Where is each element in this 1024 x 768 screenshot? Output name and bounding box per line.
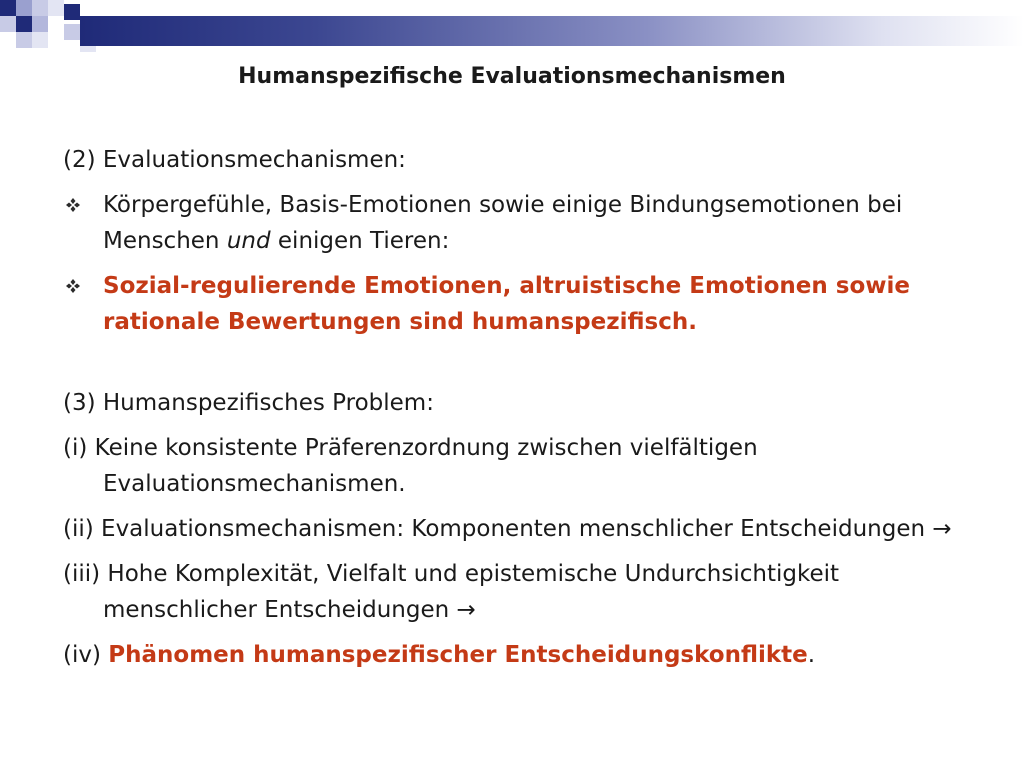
four-diamond-bullet-icon: [63, 187, 83, 223]
list-item-iii: (iii) Hohe Komplexität, Vielfalt und epistemische Undurchsichtigkeit menschlicher Entscheidungen →: [63, 561, 840, 623]
list-item-i: (i) Keine konsistente Präferenzordnung zwischen vielfältigen Evaluationsmechanismen.: [63, 435, 758, 497]
decor-square: [64, 4, 80, 20]
decor-square: [16, 16, 32, 32]
list-item-ii: (ii) Evaluationsmechanismen: Komponenten menschlicher Entscheidungen →: [63, 516, 952, 542]
section3-heading: (3) Humanspezifisches Problem:: [63, 390, 434, 416]
decor-square: [16, 0, 32, 16]
bullet-item: [63, 268, 963, 340]
decor-square: [48, 0, 64, 16]
header-gradient-bar: [80, 16, 1024, 46]
decor-square: [16, 32, 32, 48]
list-item-iv: (iv) Phänomen humanspezifischer Entscheidungskonflikte.: [63, 642, 816, 668]
decor-square: [64, 24, 80, 40]
bullet-text: Körpergefühle, Basis-Emotionen sowie einige Bindungsemotionen bei Menschen und einigen Tieren:: [103, 192, 903, 254]
slide-title: Humanspezifische Evaluationsmechanismen: [238, 64, 786, 89]
bullet-text-highlight: Sozial-regulierende Emotionen, altruistische Emotionen sowie rationale Bewertungen sind humanspezifisch.: [103, 273, 910, 335]
four-diamond-bullet-icon: [63, 268, 83, 304]
decor-square: [32, 16, 48, 32]
decor-square: [0, 16, 16, 32]
emphasis-text: und: [226, 228, 271, 254]
conclusion-highlight: Phänomen humanspezifischer Entscheidungskonflikte: [108, 642, 808, 668]
decor-square: [32, 0, 48, 16]
slide-body: [63, 142, 963, 673]
decor-square: [0, 0, 16, 16]
decor-square: [32, 32, 48, 48]
section2-heading: (2) Evaluationsmechanismen:: [63, 147, 406, 173]
bullet-item: [63, 187, 963, 259]
